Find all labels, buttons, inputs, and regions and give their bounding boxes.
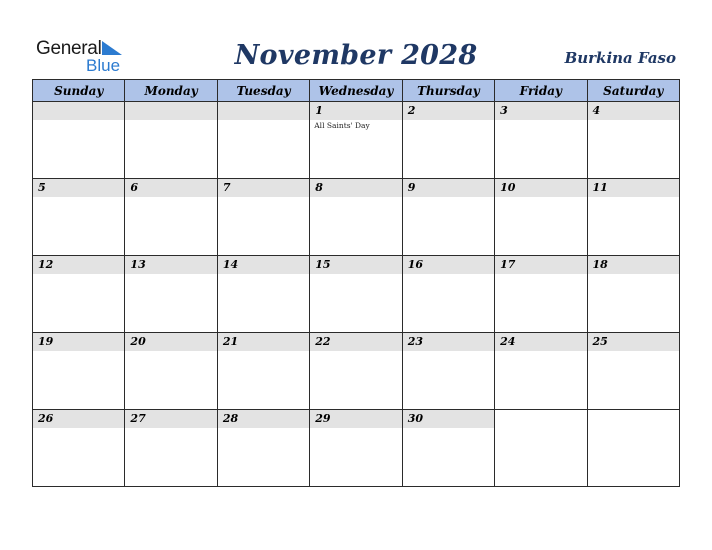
day-number: 23	[403, 333, 494, 351]
day-cell	[310, 102, 402, 179]
day-cell	[587, 179, 679, 256]
day-cell	[587, 102, 679, 179]
day-number: 11	[588, 179, 679, 197]
week-row	[33, 256, 680, 333]
day-number: 5	[33, 179, 124, 197]
day-number: 28	[218, 410, 309, 428]
day-cell	[402, 179, 494, 256]
day-number: 20	[125, 333, 216, 351]
day-cell	[495, 179, 587, 256]
day-number: 12	[33, 256, 124, 274]
weekday-header: Saturday	[587, 80, 679, 102]
day-cell	[217, 410, 309, 487]
day-number	[495, 410, 586, 428]
logo-general-text: General	[36, 38, 102, 59]
day-number: 17	[495, 256, 586, 274]
day-cell	[310, 256, 402, 333]
day-number: 16	[403, 256, 494, 274]
day-cell	[402, 410, 494, 487]
day-cell	[125, 333, 217, 410]
day-number: 8	[310, 179, 401, 197]
logo-blue-text: Blue	[86, 56, 121, 75]
page-title: November 2028	[234, 40, 478, 71]
day-number: 2	[403, 102, 494, 120]
day-cell	[402, 333, 494, 410]
day-number	[588, 410, 679, 428]
weekday-header: Sunday	[33, 80, 125, 102]
day-cell	[402, 256, 494, 333]
day-number: 29	[310, 410, 401, 428]
day-cell	[33, 102, 125, 179]
day-number: 1	[310, 102, 401, 120]
day-number: 15	[310, 256, 401, 274]
week-row	[33, 179, 680, 256]
day-cell	[33, 410, 125, 487]
weekday-header: Thursday	[402, 80, 494, 102]
day-number	[125, 102, 216, 120]
day-number: 25	[588, 333, 679, 351]
week-row	[33, 102, 680, 179]
day-number: 13	[125, 256, 216, 274]
day-number: 27	[125, 410, 216, 428]
day-cell	[587, 256, 679, 333]
day-number: 14	[218, 256, 309, 274]
day-cell	[217, 333, 309, 410]
weekday-header-row	[33, 80, 680, 102]
day-number: 19	[33, 333, 124, 351]
day-cell	[33, 333, 125, 410]
day-number: 9	[403, 179, 494, 197]
day-cell	[33, 256, 125, 333]
day-number: 30	[403, 410, 494, 428]
day-cell	[402, 102, 494, 179]
day-cell	[587, 333, 679, 410]
day-cell	[310, 410, 402, 487]
calendar-grid	[32, 79, 680, 487]
holiday-label: All Saints' Day	[314, 121, 370, 130]
day-cell	[217, 102, 309, 179]
weekday-header: Friday	[495, 80, 587, 102]
weekday-header: Monday	[125, 80, 217, 102]
week-row	[33, 333, 680, 410]
country-label: Burkina Faso	[564, 49, 676, 67]
day-number: 10	[495, 179, 586, 197]
day-cell	[587, 410, 679, 487]
day-number: 3	[495, 102, 586, 120]
day-cell	[495, 410, 587, 487]
day-cell	[310, 333, 402, 410]
day-number: 24	[495, 333, 586, 351]
day-number	[218, 102, 309, 120]
day-cell	[495, 256, 587, 333]
day-cell	[495, 102, 587, 179]
day-number: 6	[125, 179, 216, 197]
day-cell	[125, 256, 217, 333]
weekday-header: Wednesday	[310, 80, 402, 102]
day-number: 26	[33, 410, 124, 428]
day-cell	[125, 102, 217, 179]
day-number: 18	[588, 256, 679, 274]
day-number: 22	[310, 333, 401, 351]
day-cell	[310, 179, 402, 256]
day-number: 21	[218, 333, 309, 351]
day-cell	[125, 179, 217, 256]
day-cell	[125, 410, 217, 487]
day-number	[33, 102, 124, 120]
day-cell	[495, 333, 587, 410]
day-cell	[33, 179, 125, 256]
day-cell	[217, 256, 309, 333]
week-row	[33, 410, 680, 487]
day-cell	[217, 179, 309, 256]
weekday-header: Tuesday	[217, 80, 309, 102]
day-number: 7	[218, 179, 309, 197]
day-number: 4	[588, 102, 679, 120]
